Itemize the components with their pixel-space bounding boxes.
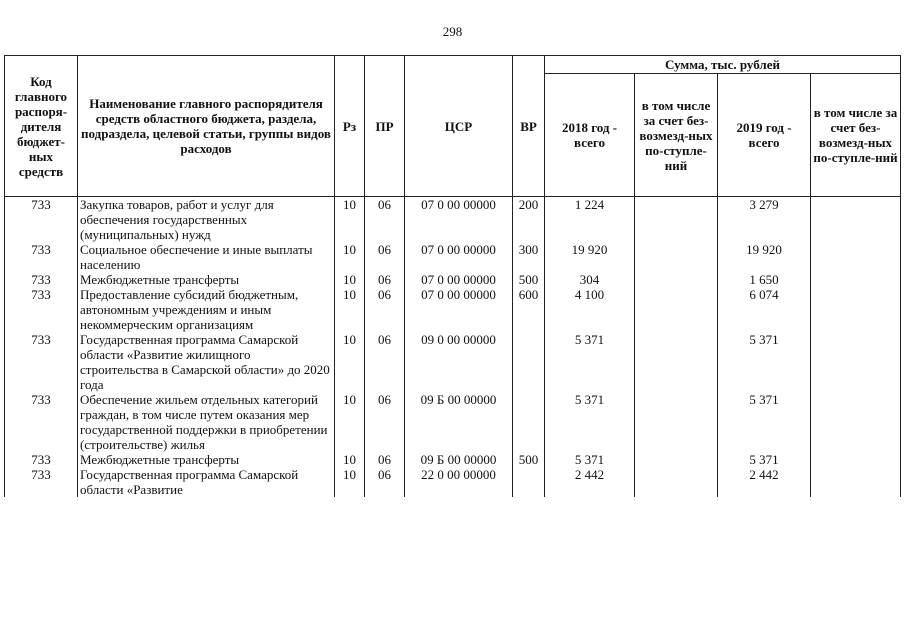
cell-2019-total: 3 279 <box>718 197 811 243</box>
cell-2019-gratuitous <box>811 332 901 392</box>
cell-name: Закупка товаров, работ и услуг для обеспечения государственных (муниципальных) нужд <box>78 197 335 243</box>
cell-2018-gratuitous <box>635 467 718 497</box>
page-number: 298 <box>442 24 463 39</box>
cell-rz: 10 <box>335 272 365 287</box>
cell-rz: 10 <box>335 452 365 467</box>
cell-2019-gratuitous <box>811 452 901 467</box>
table-row <box>5 392 901 452</box>
cell-vr <box>513 392 545 452</box>
table-row <box>5 242 901 272</box>
cell-2019-total: 2 442 <box>718 467 811 497</box>
cell-2019-gratuitous <box>811 392 901 452</box>
cell-2019-total: 19 920 <box>718 242 811 272</box>
cell-rz: 10 <box>335 287 365 332</box>
cell-name: Социальное обеспечение и иные выплаты населению <box>78 242 335 272</box>
table-row <box>5 272 901 287</box>
cell-2018-gratuitous <box>635 287 718 332</box>
cell-2019-total: 5 371 <box>718 332 811 392</box>
cell-pr: 06 <box>365 272 405 287</box>
cell-2018-gratuitous <box>635 197 718 243</box>
cell-rz: 10 <box>335 392 365 452</box>
cell-csr: 09 0 00 00000 <box>405 332 513 392</box>
cell-csr: 07 0 00 00000 <box>405 242 513 272</box>
cell-code: 733 <box>5 467 78 497</box>
cell-2018-total: 19 920 <box>545 242 635 272</box>
cell-csr: 07 0 00 00000 <box>405 197 513 243</box>
cell-2018-gratuitous <box>635 452 718 467</box>
cell-vr: 500 <box>513 272 545 287</box>
cell-name: Обеспечение жильем отдельных категорий граждан, в том числе путем оказания мер государственной поддержки в приобретении (строительстве) жилья <box>78 392 335 452</box>
table-row <box>5 332 901 392</box>
cell-2018-total: 5 371 <box>545 332 635 392</box>
header-row-1 <box>5 56 901 74</box>
cell-csr: 09 Б 00 00000 <box>405 392 513 452</box>
budget-table <box>4 55 901 497</box>
cell-csr: 07 0 00 00000 <box>405 287 513 332</box>
cell-2018-total: 1 224 <box>545 197 635 243</box>
cell-vr <box>513 332 545 392</box>
cell-2018-gratuitous <box>635 332 718 392</box>
table-row <box>5 197 901 243</box>
cell-pr: 06 <box>365 197 405 243</box>
cell-2019-gratuitous <box>811 467 901 497</box>
cell-code: 733 <box>5 197 78 243</box>
cell-csr: 22 0 00 00000 <box>405 467 513 497</box>
cell-2019-total: 5 371 <box>718 392 811 452</box>
cell-rz: 10 <box>335 467 365 497</box>
cell-2019-gratuitous <box>811 242 901 272</box>
cell-rz: 10 <box>335 197 365 243</box>
table-row <box>5 287 901 332</box>
header-vr: ВР <box>513 56 545 197</box>
cell-vr: 300 <box>513 242 545 272</box>
cell-vr: 600 <box>513 287 545 332</box>
table-row <box>5 452 901 467</box>
cell-code: 733 <box>5 272 78 287</box>
cell-pr: 06 <box>365 332 405 392</box>
header-2018-total: 2018 год - всего <box>545 74 635 197</box>
cell-2018-total: 4 100 <box>545 287 635 332</box>
cell-pr: 06 <box>365 242 405 272</box>
cell-name: Государственная программа Самарской области «Развитие <box>78 467 335 497</box>
table-row <box>5 467 901 497</box>
cell-name: Межбюджетные трансферты <box>78 452 335 467</box>
cell-2019-gratuitous <box>811 197 901 243</box>
cell-vr: 200 <box>513 197 545 243</box>
cell-pr: 06 <box>365 287 405 332</box>
cell-2018-total: 5 371 <box>545 392 635 452</box>
header-2019-gratuitous: в том числе за счет без-возмезд-ных по-ступле-ний <box>811 74 901 197</box>
cell-name: Межбюджетные трансферты <box>78 272 335 287</box>
header-csr: ЦСР <box>405 56 513 197</box>
cell-pr: 06 <box>365 467 405 497</box>
cell-pr: 06 <box>365 452 405 467</box>
cell-vr: 500 <box>513 452 545 467</box>
header-2018-gratuitous: в том числе за счет без-возмезд-ных по-ступле-ний <box>635 74 718 197</box>
header-name: Наименование главного распорядителя средств областного бюджета, раздела, подраздела, целевой статьи, группы видов расходов <box>78 56 335 197</box>
cell-2018-gratuitous <box>635 272 718 287</box>
cell-rz: 10 <box>335 332 365 392</box>
cell-code: 733 <box>5 452 78 467</box>
cell-name: Государственная программа Самарской области «Развитие жилищного строительства в Самарской области» до 2020 года <box>78 332 335 392</box>
cell-2019-gratuitous <box>811 272 901 287</box>
cell-2018-total: 2 442 <box>545 467 635 497</box>
cell-2019-total: 6 074 <box>718 287 811 332</box>
cell-code: 733 <box>5 332 78 392</box>
cell-code: 733 <box>5 242 78 272</box>
header-code: Код главного распоря-дителя бюджет-ных средств <box>5 56 78 197</box>
header-rz: Рз <box>335 56 365 197</box>
cell-csr: 09 Б 00 00000 <box>405 452 513 467</box>
cell-2019-gratuitous <box>811 287 901 332</box>
cell-2018-gratuitous <box>635 392 718 452</box>
cell-2018-gratuitous <box>635 242 718 272</box>
header-2019-total: 2019 год - всего <box>718 74 811 197</box>
cell-vr <box>513 467 545 497</box>
cell-code: 733 <box>5 287 78 332</box>
cell-2019-total: 1 650 <box>718 272 811 287</box>
cell-rz: 10 <box>335 242 365 272</box>
header-pr: ПР <box>365 56 405 197</box>
cell-2018-total: 5 371 <box>545 452 635 467</box>
cell-name: Предоставление субсидий бюджетным, автономным учреждениям и иным некоммерческим организациям <box>78 287 335 332</box>
cell-code: 733 <box>5 392 78 452</box>
cell-2018-total: 304 <box>545 272 635 287</box>
cell-2019-total: 5 371 <box>718 452 811 467</box>
header-sum-group: Сумма, тыс. рублей <box>545 56 901 74</box>
cell-pr: 06 <box>365 392 405 452</box>
cell-csr: 07 0 00 00000 <box>405 272 513 287</box>
